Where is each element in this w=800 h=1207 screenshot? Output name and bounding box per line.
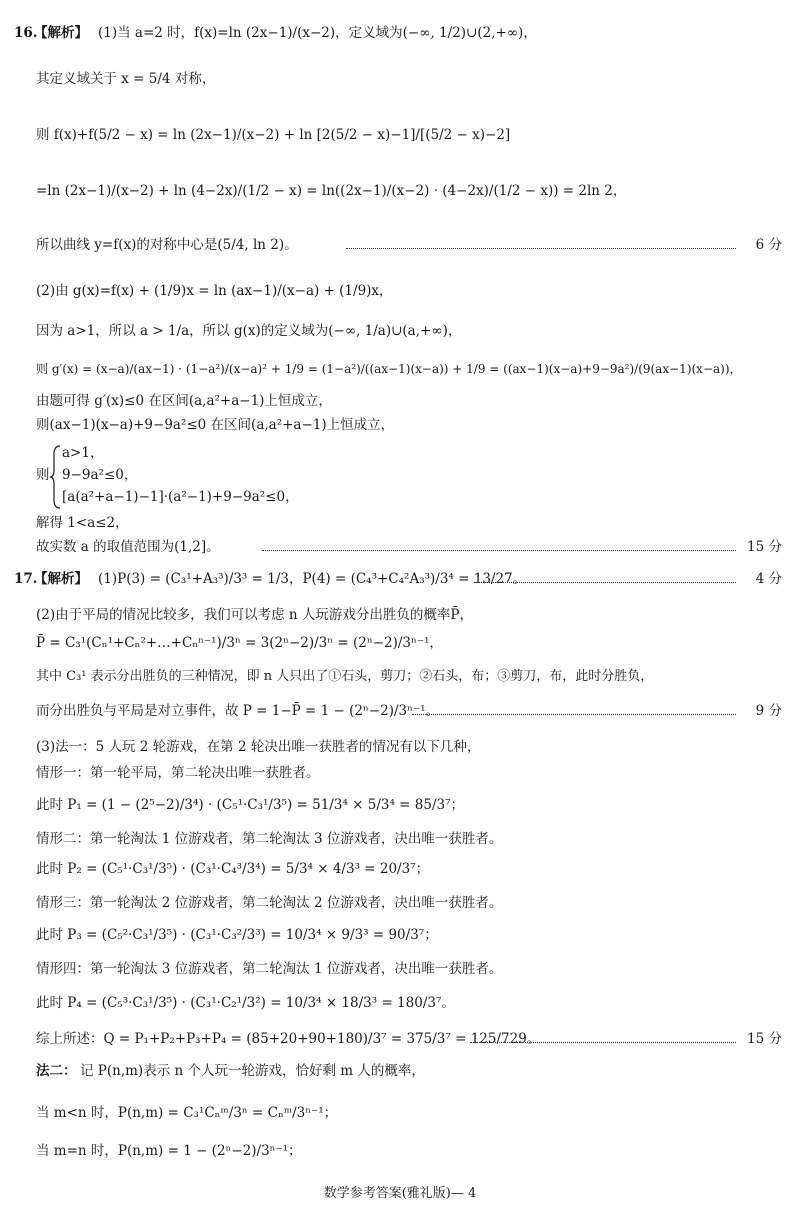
q17-score-2: 9 分 xyxy=(755,703,782,719)
dotted-leader xyxy=(470,1042,736,1043)
q17-score-1: 4 分 xyxy=(755,571,782,587)
q17-text-15: 综上所述：Q = P₁+P₂+P₃+P₄ = (85+20+90+180)/3⁷ = 375/3⁷ = 125/729。 xyxy=(36,1031,541,1047)
dotted-leader xyxy=(474,582,736,583)
q17-method2-label: 法二： xyxy=(36,1063,77,1079)
q17-text-8: 此时 P₁ = (1 − (2⁵−2)/3⁴) · (C₅¹·C₃¹/3⁵) = 51/3⁴ × 5/3⁴ = 85/3⁷； xyxy=(36,797,465,813)
q17-text-4: 其中 C₃¹ 表示分出胜负的三种情况，即 n 人只出了①石头，剪刀；②石头，布；③剪刀，布，此时分胜负， xyxy=(36,669,654,684)
q16-score-1: 6 分 xyxy=(755,237,782,253)
q16-text-4: =ln (2x−1)/(x−2) + ln (4−2x)/(1/2 − x) = ln((2x−1)/(x−2) · (4−2x)/(1/2 − x)) = 2ln 2， xyxy=(36,183,627,199)
q16-tag: 【解析】 xyxy=(34,25,88,41)
q16-text-9: 由题可得 g′(x)≤0 在区间(a,a²+a−1)上恒成立， xyxy=(36,393,332,409)
q16-text-12: 解得 1<a≤2， xyxy=(36,515,129,531)
q17-text-6: (3)法一：5 人玩 2 轮游戏，在第 2 轮决出唯一获胜者的情况有以下几种， xyxy=(36,739,481,755)
q17-text-9: 情形二：第一轮淘汰 1 位游戏者，第二轮淘汰 3 位游戏者，决出唯一获胜者。 xyxy=(36,831,503,847)
q17-tag: 【解析】 xyxy=(34,571,88,587)
q17-text-13: 情形四：第一轮淘汰 3 位游戏者，第二轮淘汰 1 位游戏者，决出唯一获胜者。 xyxy=(36,961,503,977)
q17-score-3: 15 分 xyxy=(747,1031,782,1047)
q16-number: 16. xyxy=(14,25,38,41)
q16-text-13: 故实数 a 的取值范围为(1,2]。 xyxy=(36,539,220,555)
q16-system-3: [a(a²+a−1)−1]·(a²−1)+9−9a²≤0， xyxy=(62,489,299,505)
q16-text-7: 因为 a>1，所以 a > 1/a，所以 g(x)的定义域为(−∞, 1/a)∪(a,+∞)， xyxy=(36,323,462,339)
q16-text-3: 则 f(x)+f(5/2 − x) = ln (2x−1)/(x−2) + ln [2(5/2 − x)−1]/[(5/2 − x)−2] xyxy=(36,127,511,143)
q16-text-6: (2)由 g(x)=f(x) + (1/9)x = ln (ax−1)/(x−a) + (1/9)x， xyxy=(36,283,393,299)
q17-number: 17. xyxy=(14,571,38,587)
q16-system-2: 9−9a²≤0， xyxy=(62,467,138,483)
q16-text-5: 所以曲线 y=f(x)的对称中心是(5/4, ln 2)。 xyxy=(36,237,298,253)
q17-text-1: (1)P(3) = (C₃¹+A₃³)/3³ = 1/3，P(4) = (C₄³+C₄²A₃³)/3⁴ = 13/27。 xyxy=(98,571,527,587)
q16-text-10: 则(ax−1)(x−a)+9−9a²≤0 在区间(a,a²+a−1)上恒成立， xyxy=(36,417,395,433)
q17-text-17: 当 m<n 时，P(n,m) = C₃¹Cₙᵐ/3ⁿ = Cₙᵐ/3ⁿ⁻¹； xyxy=(36,1105,338,1121)
page-footer: 数学参考答案(雅礼版)— 4 xyxy=(323,1186,477,1201)
q16-score-2: 15 分 xyxy=(747,539,782,555)
q17-text-10: 此时 P₂ = (C₅¹·C₃¹/3⁵) · (C₃¹·C₄³/3⁴) = 5/3⁴ × 4/3³ = 20/3⁷； xyxy=(36,861,430,877)
q16-system-1: a>1， xyxy=(62,445,104,461)
dotted-leader xyxy=(346,248,736,249)
q17-text-18: 当 m=n 时，P(n,m) = 1 − (2ⁿ−2)/3ⁿ⁻¹； xyxy=(36,1143,302,1159)
q17-text-3: P̄ = C₃¹(Cₙ¹+Cₙ²+…+Cₙⁿ⁻¹)/3ⁿ = 3(2ⁿ−2)/3ⁿ = (2ⁿ−2)/3ⁿ⁻¹， xyxy=(36,635,443,651)
q17-text-11: 情形三：第一轮淘汰 2 位游戏者，第二轮淘汰 2 位游戏者，决出唯一获胜者。 xyxy=(36,895,503,911)
q17-text-5: 而分出胜负与平局是对立事件，故 P = 1−P̄ = 1 − (2ⁿ−2)/3ⁿ⁻¹。 xyxy=(36,703,440,719)
brace-icon xyxy=(50,444,62,510)
dotted-leader xyxy=(262,550,736,551)
q17-text-14: 此时 P₄ = (C₅³·C₃¹/3⁵) · (C₃¹·C₂¹/3²) = 10/3⁴ × 18/3³ = 180/3⁷。 xyxy=(36,995,455,1011)
q16-text-2: 其定义域关于 x = 5/4 对称， xyxy=(36,71,216,87)
q17-text-12: 此时 P₃ = (C₅²·C₃¹/3⁵) · (C₃¹·C₃²/3³) = 10/3⁴ × 9/3³ = 90/3⁷； xyxy=(36,927,438,943)
q16-text-1: (1)当 a=2 时，f(x)=ln (2x−1)/(x−2)，定义域为(−∞, 1/2)∪(2,+∞)， xyxy=(98,25,537,41)
q17-text-7: 情形一：第一轮平局，第二轮决出唯一获胜者。 xyxy=(36,765,320,781)
q17-text-2: (2)由于平局的情况比较多，我们可以考虑 n 人玩游戏分出胜负的概率P̄， xyxy=(36,607,473,623)
q16-text-8: 则 g′(x) = (x−a)/(ax−1) · (1−a²)/(x−a)² + 1/9 = (1−a²)/((ax−1)(x−a)) + 1/9 = ((ax−1)(x−a)+9−9a²)/(9(ax−1)(x−a))， xyxy=(36,362,742,376)
q17-text-16: 记 P(n,m)表示 n 个人玩一轮游戏，恰好剩 m 人的概率， xyxy=(80,1063,425,1079)
q16-system-label: 则 xyxy=(36,467,50,483)
dotted-leader xyxy=(412,714,736,715)
